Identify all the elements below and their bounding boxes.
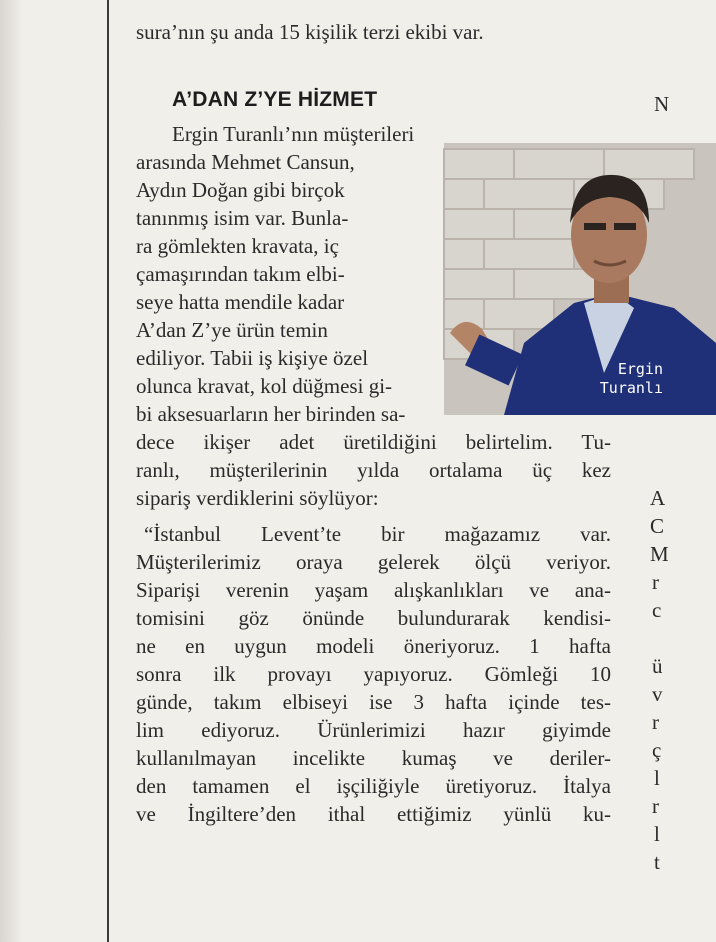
body-line: sonra ilk provayı yapıyoruz. Gömleği 10 (136, 662, 611, 686)
intro-line: sura’nın şu anda 15 kişilik terzi ekibi var. (136, 20, 484, 44)
body-line: sipariş verdiklerini söylüyor: (136, 486, 379, 510)
right-column-fragment: l (654, 766, 660, 790)
caption-line: Turanlı (599, 379, 663, 397)
body-line: ranlı, müşterilerinin yılda ortalama üç kez (136, 458, 611, 482)
body-line: seye hatta mendile kadar (136, 290, 345, 314)
body-line: olunca kravat, kol düğmesi gi- (136, 374, 393, 398)
right-column-fragment: r (652, 710, 659, 734)
right-column-fragment: l (654, 822, 660, 846)
body-line: A’dan Z’ye ürün temin (136, 318, 328, 342)
body-line: tomisini göz önünde bulundurarak kendisi- (136, 606, 611, 630)
right-column-fragment: v (652, 682, 663, 706)
right-column-fragment: M (650, 542, 669, 566)
right-column-fragment: C (650, 514, 665, 538)
body-line: ra gömlekten kravata, iç (136, 234, 339, 258)
right-column-fragment: ü (652, 654, 663, 678)
body-line: Ergin Turanlı’nın müşterileri (172, 122, 415, 146)
caption-line: Ergin (617, 360, 663, 378)
body-line: ediliyor. Tabii iş kişiye özel (136, 346, 369, 370)
page-binding-edge (0, 0, 22, 942)
body-line: den tamamen el işçiliğiyle üretiyoruz. İtalya (136, 774, 611, 798)
body-line: tanınmış isim var. Bunla- (136, 206, 349, 230)
photo-caption (583, 360, 663, 398)
body-line: bi aksesuarların her birinden sa- (136, 402, 406, 426)
right-column-fragment: ç (652, 738, 662, 762)
quote-line: “İstanbul Levent’te bir mağazamız var. (144, 522, 611, 546)
body-line: Müşterilerimiz oraya gelerek ölçü veriyor. (136, 550, 611, 574)
right-column-fragment: A (650, 486, 666, 510)
right-column-fragment: r (652, 570, 659, 594)
body-line: arasında Mehmet Cansun, (136, 150, 355, 174)
right-column-fragment: N (654, 92, 670, 116)
body-line: Siparişi verenin yaşam alışkanlıkları ve ana- (136, 578, 611, 602)
right-column-fragment: c (652, 598, 662, 622)
body-line: Aydın Doğan gibi birçok (136, 178, 345, 202)
body-line: günde, takım elbiseyi ise 3 hafta içinde tes- (136, 690, 611, 714)
body-line: kullanılmayan incelikte kumaş ve deriler- (136, 746, 611, 770)
column-rule (107, 0, 109, 942)
body-line: dece ikişer adet üretildiğini belirtelim. Tu- (136, 430, 611, 454)
right-column-fragment: r (652, 794, 659, 818)
body-line: ne en uygun modeli öneriyoruz. 1 hafta (136, 634, 611, 658)
body-line: lim ediyoruz. Ürünlerimizi hazır giyimde (136, 718, 611, 742)
body-line: çamaşırından takım elbi- (136, 262, 345, 286)
body-line: ve İngiltere’den ithal ettiğimiz yünlü ku- (136, 802, 611, 826)
section-heading: A’DAN Z’YE HİZMET (172, 88, 378, 111)
portrait-icon (444, 143, 716, 415)
portrait-photo (444, 143, 716, 415)
right-column-fragment: t (654, 850, 660, 874)
